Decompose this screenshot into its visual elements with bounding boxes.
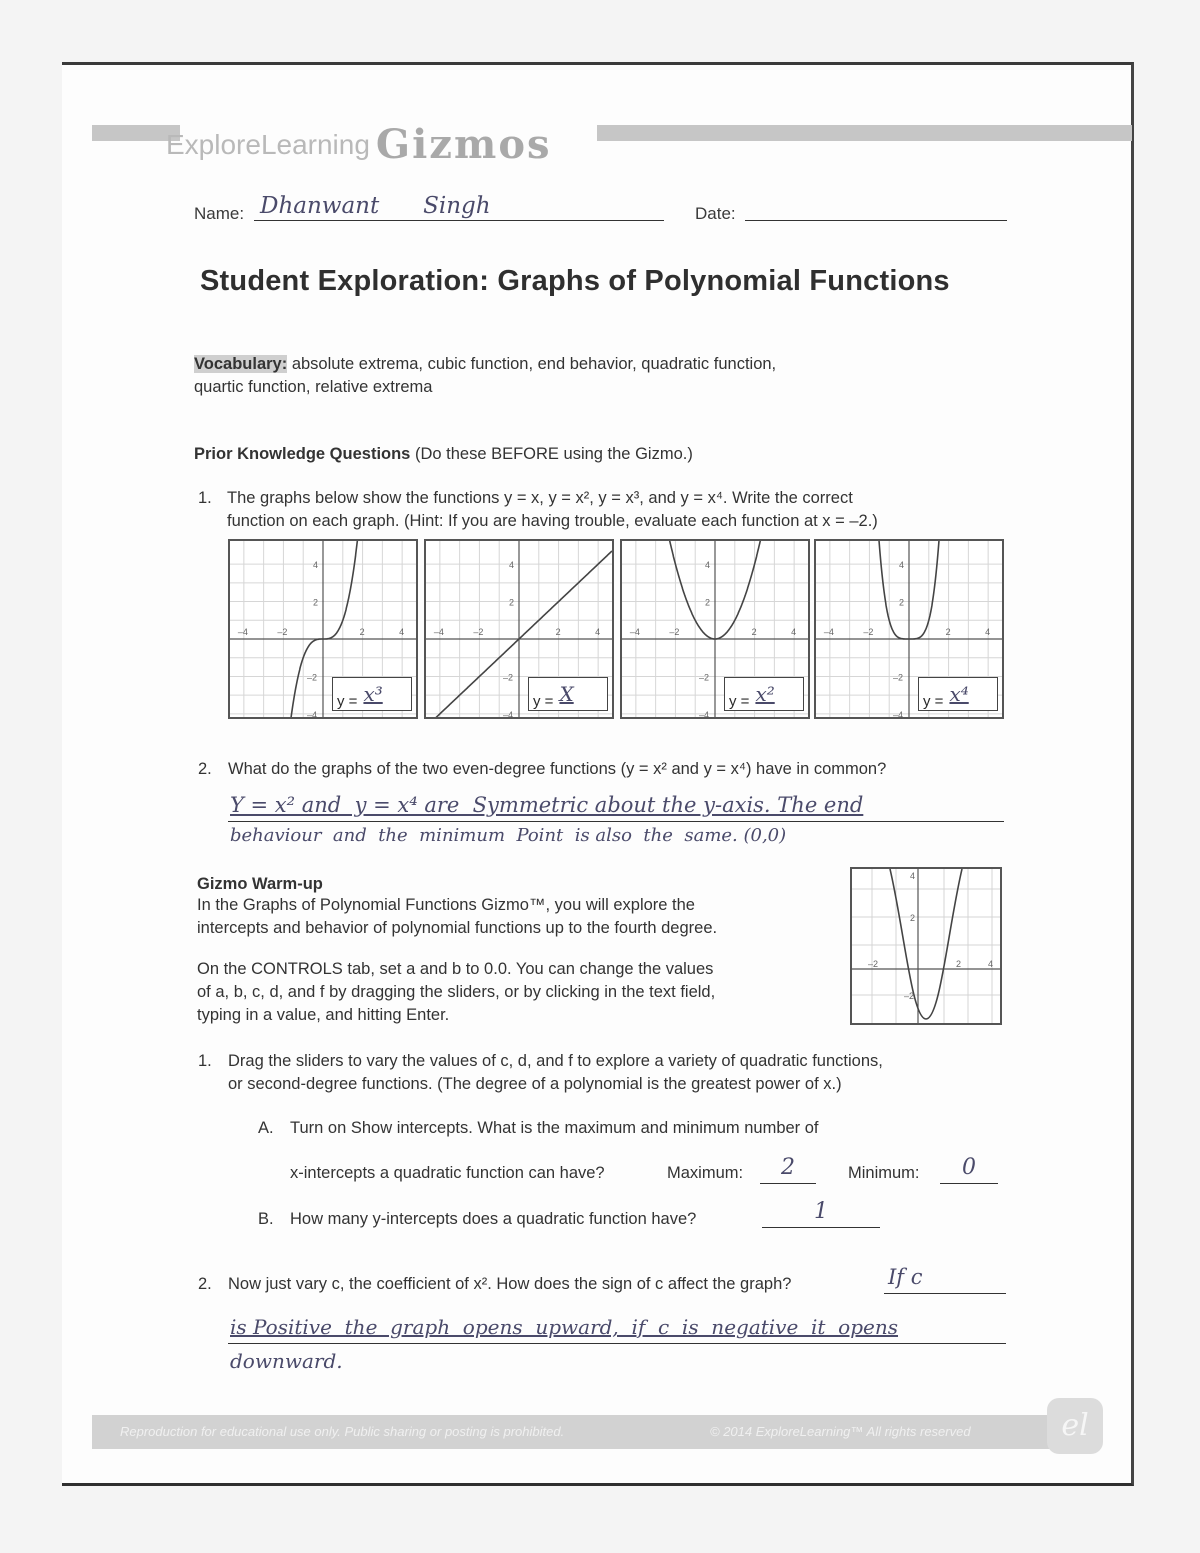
minimum-answer: 0 [962,1155,976,1180]
q1-text: The graphs below show the functions y = x, y = x², y = x³, and y = x⁴. Write the correct function on each graph. (Hint: If you are having trouble, evaluate each function at x = –2.) [227,489,878,530]
minimum-label: Minimum: [848,1164,920,1182]
tick-label: 2 [359,627,365,637]
explorelearning-logo-icon: el [1047,1398,1103,1454]
date-field[interactable] [745,193,1007,221]
worksheet-page [62,62,1134,1486]
tick-label: –4 [823,627,834,637]
tick-label: 2 [899,597,905,608]
question-a-line1: Turn on Show intercepts. What is the maximum and minimum number of [290,1119,819,1137]
warmup-q1-text: Drag the sliders to vary the values of c, d, and f to explore a variety of quadratic functions, or second-degree functions. (The degree of a polynomial is the greatest power of x.) [228,1052,883,1093]
warmup-q2-text: Now just vary c, the coefficient of x². How does the sign of c affect the graph? [228,1275,792,1293]
vocabulary-label: Vocabulary: [194,355,288,373]
tick-label: –2 [503,672,514,683]
warmup-q2-answer-start: If c [888,1265,923,1289]
brand-logo [166,117,552,168]
tick-label: 2 [751,627,757,637]
q2-answer-line-2[interactable] [228,825,1004,851]
question-b-letter: B. [258,1210,274,1228]
name-field[interactable] [254,193,664,221]
tick-y-2: 2 [910,913,916,923]
graph-quartic [814,539,1004,719]
q2-answer-line-1[interactable] [228,787,1004,822]
graph-answer-prefix: y = [337,693,358,710]
warmup-q2-number: 2. [198,1275,212,1293]
tick-label: –4 [503,709,514,717]
tick-label: 4 [791,627,797,637]
tick-label: 4 [899,560,905,571]
warmup-q2-answer-text-2: is Positive the graph opens upward, if c is negative it opens [230,1315,899,1339]
warmup-paragraph-2: On the CONTROLS tab, set a and b to 0.0. You can change the values of a, b, c, d, and f by dragging the sliders, or by clicking in the text field, typing in a value, and hitting Enter. [197,960,716,1024]
q2-answer-text-2: behaviour and the minimum Point is also the same. (0,0) [230,825,787,846]
brand-name: Gizmos [375,121,552,168]
graph-answer-value: x³ [363,682,383,706]
header-bar-right [597,125,1132,141]
minimum-answer-field[interactable] [940,1155,998,1184]
tick-label: 4 [705,560,711,571]
tick-label: –4 [629,627,640,637]
graph-answer-prefix: y = [533,693,554,710]
question-b-answer: 1 [814,1199,828,1224]
parabola-curve [890,869,962,1019]
tick-label: –2 [669,627,680,637]
tick-x-neg2: –2 [868,959,879,969]
graph-quadratic [620,539,810,719]
footer-bar [92,1415,1082,1449]
brand-prefix: ExploreLearning [166,129,370,160]
vocabulary-terms: absolute extrema, cubic function, end behavior, quadratic function, [291,355,777,373]
tick-label: –2 [893,672,904,683]
graph-answer-box[interactable] [332,677,412,711]
graph-answer-box[interactable] [918,677,998,711]
name-value: Dhanwant Singh [260,193,491,219]
footer-left-text: Reproduction for educational use only. Public sharing or posting is prohibited. [120,1424,565,1439]
tick-label: 4 [509,560,515,571]
tick-label: 2 [705,597,711,608]
warmup-heading: Gizmo Warm-up [197,875,323,893]
tick-label: 4 [313,560,319,571]
prior-knowledge-heading: Prior Knowledge Questions (Do these BEFORE using the Gizmo.) [194,445,693,463]
tick-y-4: 4 [910,871,916,881]
warmup-graph [850,867,1002,1025]
date-label: Date: [695,204,736,223]
graph-linear [424,539,614,719]
maximum-answer: 2 [781,1155,795,1180]
graph-answer-prefix: y = [729,693,750,710]
graph-answer-value: x⁴ [949,682,969,706]
question-a-line2: x-intercepts a quadratic function can have? [290,1164,605,1182]
tick-x-4: 4 [988,959,994,969]
tick-label: 4 [595,627,601,637]
q2-question: What do the graphs of the two even-degree functions (y = x² and y = x⁴) have in common? [228,760,887,778]
q1-number: 1. [198,489,212,507]
vocabulary-terms-line2: quartic function, relative extrema [194,378,433,396]
warmup-q1-number: 1. [198,1052,212,1070]
q2-answer-text-1: Y = x² and y = x⁴ are Symmetric about the y-axis. The end [230,793,864,817]
tick-label: 4 [399,627,405,637]
tick-label: –2 [699,672,710,683]
warmup-q2-answer-line-3[interactable] [228,1349,528,1377]
graph-answer-prefix: y = [923,693,944,710]
page-title: Student Exploration: Graphs of Polynomial Functions [200,265,950,297]
maximum-label: Maximum: [667,1164,744,1182]
warmup-q2-answer-text-3: downward. [230,1349,343,1373]
question-b-answer-field[interactable] [762,1199,880,1228]
graph-answer-value: x² [755,682,775,706]
question-a-letter: A. [258,1119,274,1137]
warmup-graph-svg [852,869,1000,1023]
question-b-text: How many y-intercepts does a quadratic function have? [290,1210,697,1228]
graph-cubic [228,539,418,719]
q2-number: 2. [198,760,212,778]
tick-label: –2 [473,627,484,637]
warmup-q2-answer-start-field[interactable] [884,1263,1006,1294]
name-label: Name: [194,204,245,223]
tick-label: 2 [509,597,515,608]
graph-answer-value: X [559,682,574,706]
tick-label: –2 [307,672,318,683]
warmup-q2-answer-line-2[interactable] [228,1313,1006,1344]
tick-label: –2 [863,627,874,637]
tick-label: –4 [237,627,248,637]
tick-label: –4 [699,709,710,717]
tick-x-2: 2 [956,959,962,969]
vocabulary-section [194,353,776,399]
tick-label: 2 [945,627,951,637]
tick-label: 2 [555,627,561,637]
tick-label: –4 [433,627,444,637]
graph-answer-box[interactable] [528,677,608,711]
tick-label: 4 [985,627,991,637]
tick-label: –2 [277,627,288,637]
tick-label: –4 [893,709,904,717]
tick-label: –4 [307,709,318,717]
tick-y-neg2: –2 [904,991,915,1001]
maximum-answer-field[interactable] [760,1155,816,1184]
footer-right-text: © 2014 ExploreLearning™ All rights reserved [710,1424,971,1439]
graph-answer-box[interactable] [724,677,804,711]
warmup-paragraph-1: In the Graphs of Polynomial Functions Gizmo™, you will explore the intercepts and behavior of polynomial functions up to the fourth degree. [197,896,718,937]
tick-label: 2 [313,597,319,608]
